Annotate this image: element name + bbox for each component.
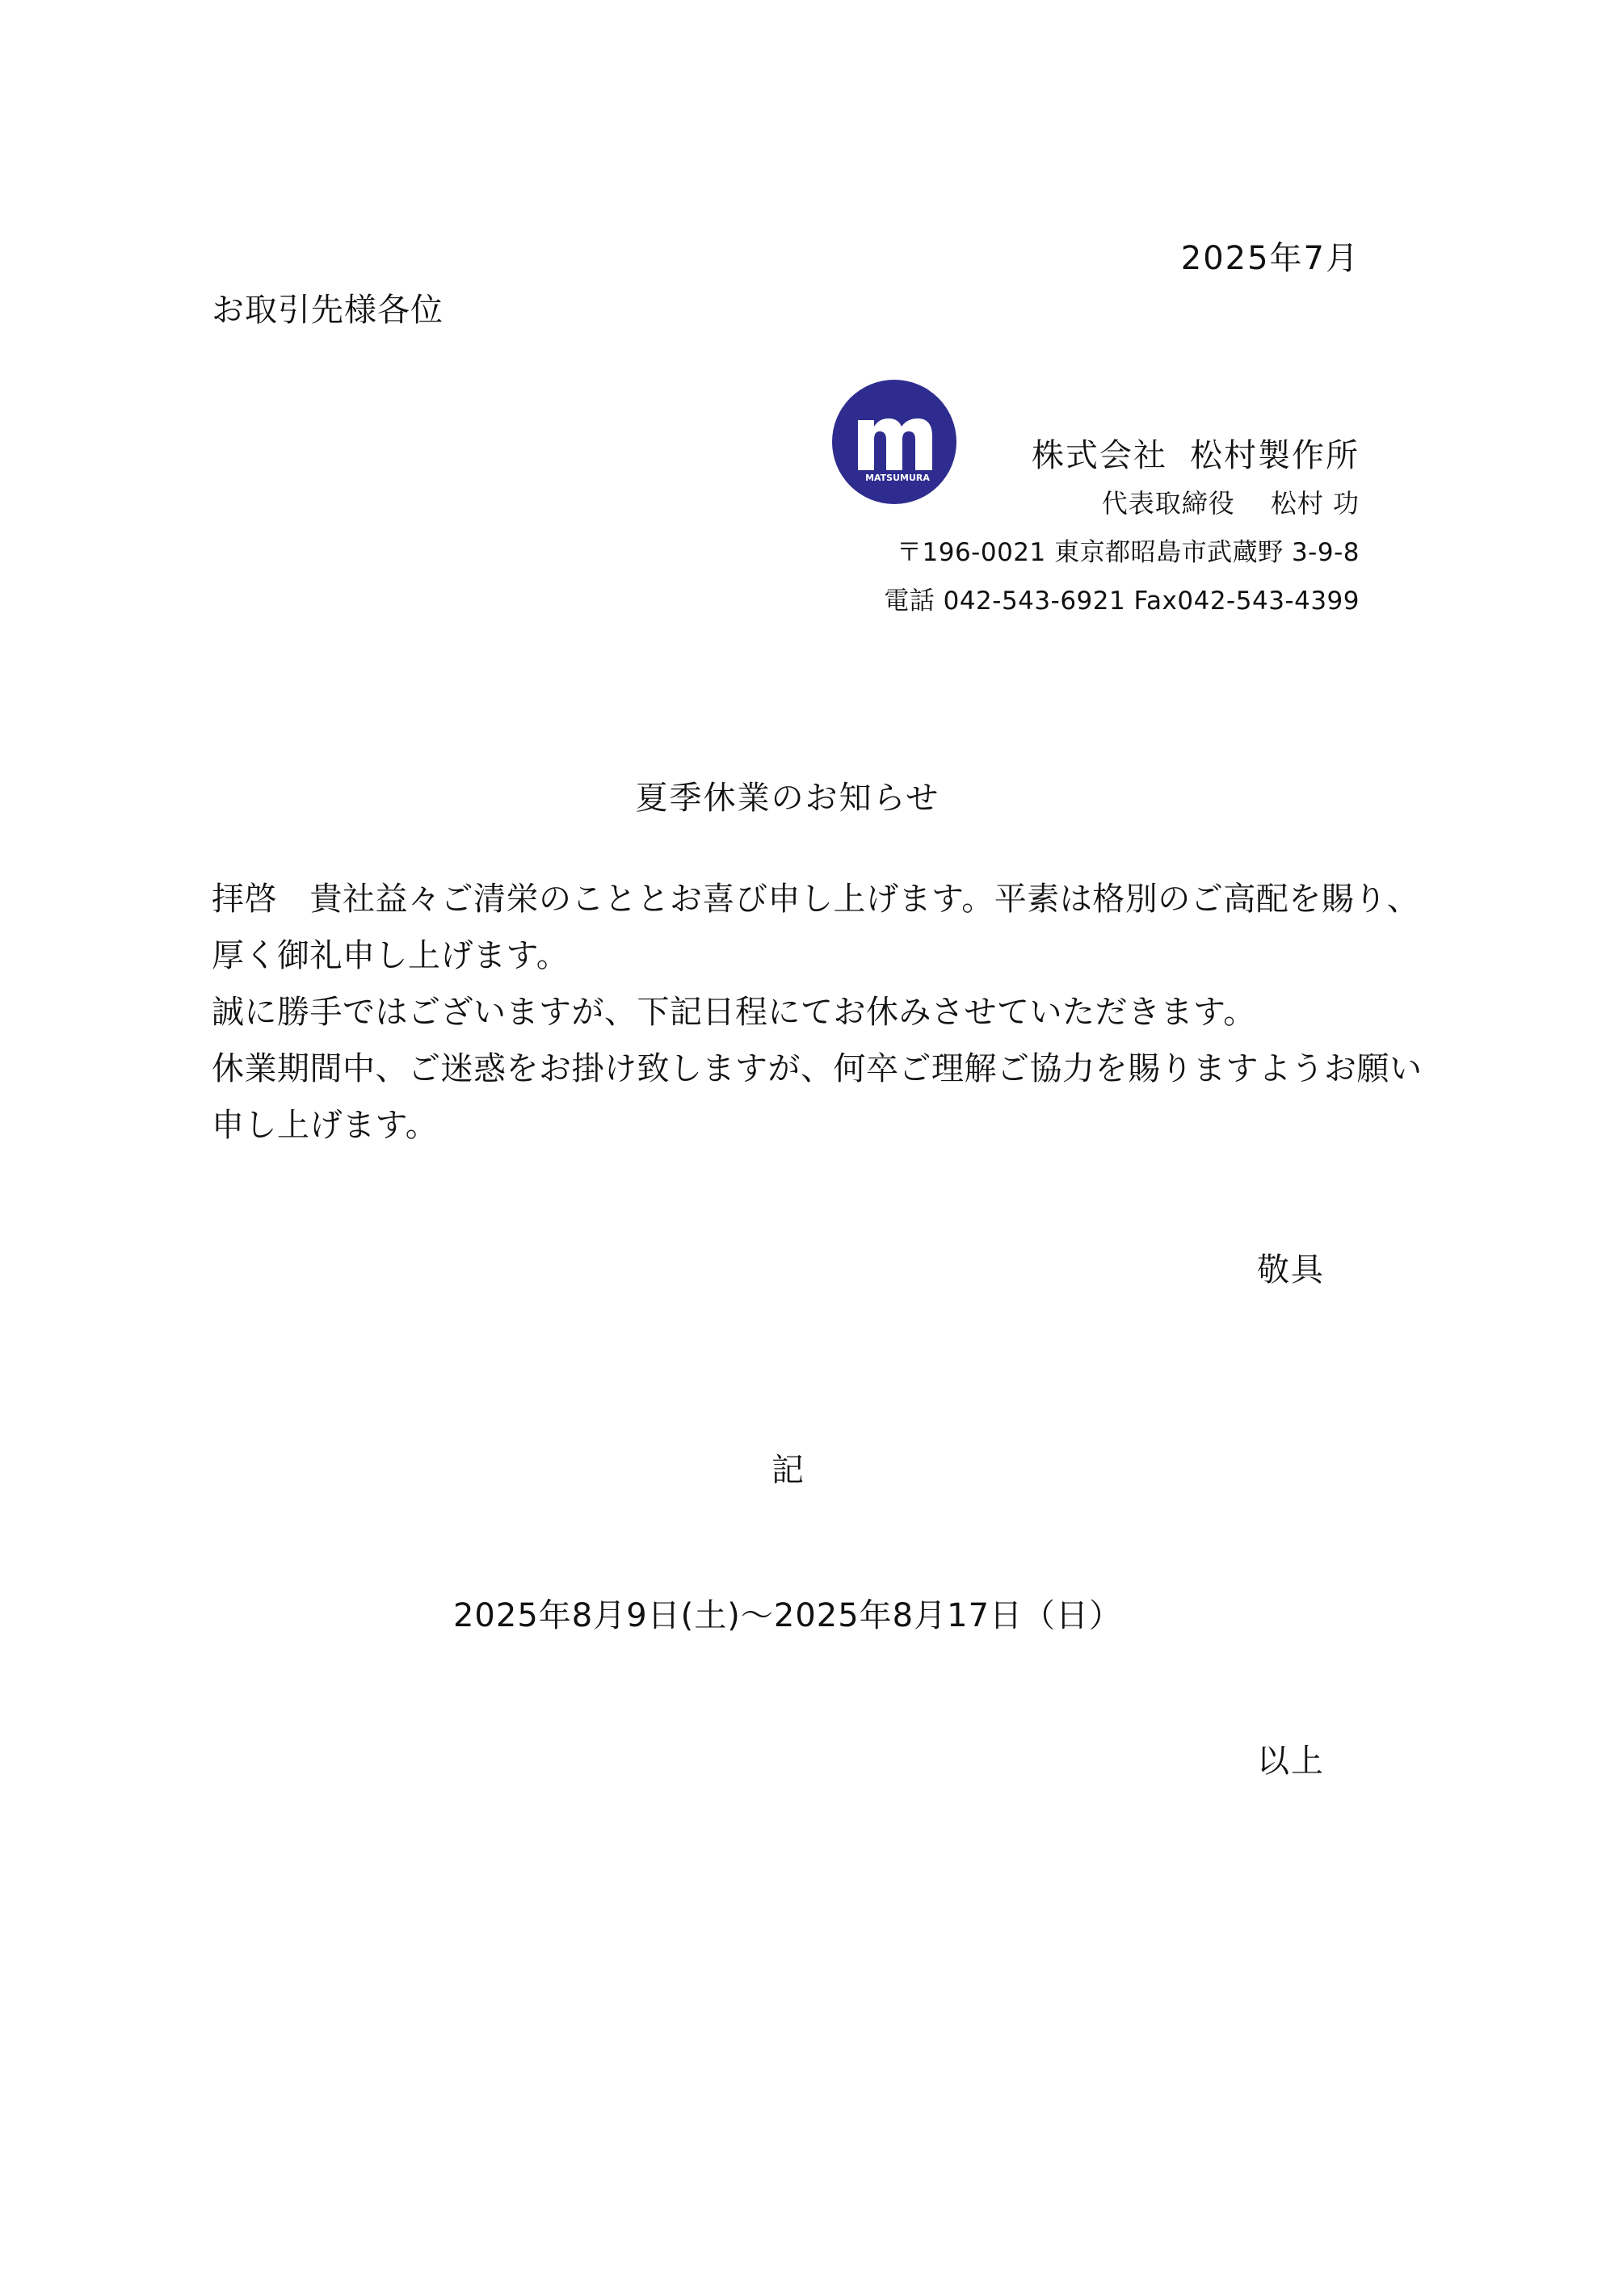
ki-heading: 記: [771, 1452, 804, 1489]
letter-date: 2025年7月: [1180, 240, 1360, 277]
representative-name: 松村 功: [1270, 488, 1360, 519]
body-line: 厚く御礼申し上げます。: [212, 937, 570, 974]
company-phone: 電話 042-543-6921 Fax042-543-4399: [884, 587, 1360, 616]
recipient: お取引先様各位: [212, 292, 443, 329]
body-line: 拝啓 貴社益々ご清栄のこととお喜び申し上げます。平素は格別のご高配を賜り、: [212, 881, 1420, 918]
body-line: 休業期間中、ご迷惑をお掛け致しますが、何卒ご理解ご協力を賜りますようお願い: [212, 1050, 1423, 1087]
closing-word: 敬具: [1257, 1251, 1325, 1289]
representative-title: 代表取締役: [1101, 488, 1235, 519]
logo-text: MATSUMURA: [865, 473, 930, 483]
company-name: [1032, 430, 1360, 476]
body-line: 誠に勝手ではございますが、下記日程にてお休みさせていただきます。: [212, 994, 1256, 1031]
company-name-prefix: 株式会社: [1032, 437, 1167, 474]
body-line: 申し上げます。: [212, 1107, 439, 1144]
end-mark: 以上: [1257, 1743, 1325, 1780]
representative: [1102, 483, 1360, 520]
letter-subject: 夏季休業のお知らせ: [635, 780, 940, 817]
company-name-main: 松村製作所: [1190, 437, 1360, 474]
company-address: 〒196-0021 東京都昭島市武蔵野 3-9-8: [897, 538, 1360, 567]
letter-body: [212, 871, 1423, 1154]
holiday-period: 2025年8月9日(土)～2025年8月17日（日）: [452, 1597, 1123, 1634]
company-logo-icon: [832, 380, 956, 504]
